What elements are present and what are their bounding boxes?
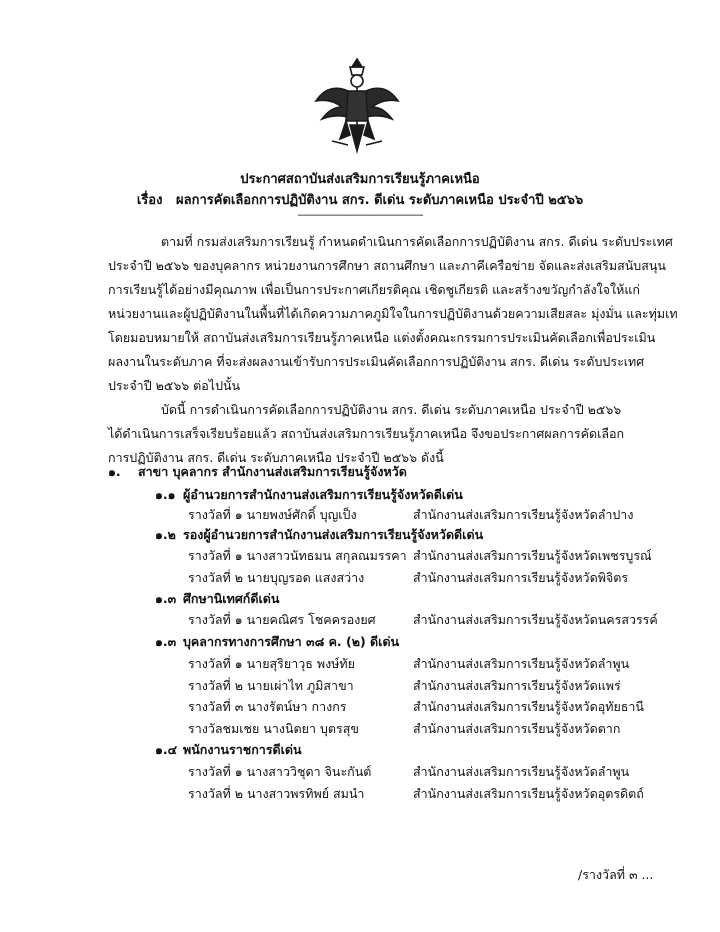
category-heading — [155, 525, 483, 545]
section-1-heading — [108, 462, 407, 482]
paragraph-line: ตามที่ กรมส่งเสริมการเรียนรู้ กำหนดดำเนินการคัดเลือกการปฏิบัติงาน สกร. ดีเด่น ระดับประเทศ — [161, 234, 673, 249]
category-title: ศึกษานิเทศก์ดีเด่น — [183, 591, 280, 606]
category-number: ๑.๓ — [155, 591, 177, 606]
category-number: ๑.๑ — [155, 487, 176, 502]
award-office: สำนักงานส่งเสริมการเรียนรู้จังหวัดแพร่ — [413, 678, 621, 693]
award-office: สำนักงานส่งเสริมการเรียนรู้จังหวัดพิจิตร — [413, 570, 629, 585]
announcement-subject-line — [0, 189, 720, 210]
award-office: สำนักงานส่งเสริมการเรียนรู้จังหวัดตาก — [413, 721, 621, 736]
subject-label: เรื่อง — [136, 193, 163, 208]
category-heading — [155, 589, 279, 609]
section-number: ๑. — [108, 464, 121, 479]
category-heading — [155, 485, 463, 505]
category-title: ผู้อำนวยการสำนักงานส่งเสริมการเรียนรู้จังหวัดดีเด่น — [183, 487, 463, 502]
award-office: สำนักงานส่งเสริมการเรียนรู้จังหวัดนครสวรรค์ — [413, 612, 658, 627]
award-winner: รางวัลที่ ๓ นางรัตน์ษา กางกร — [188, 699, 347, 714]
garuda-emblem-icon — [312, 55, 402, 155]
category-title: บุคลากรทางการศึกษา ๓๘ ค. (๒) ดีเด่น — [183, 634, 400, 649]
category-heading — [155, 740, 302, 760]
announcement-title: ประกาศสถาบันส่งเสริมการเรียนรู้ภาคเหนือ — [240, 172, 480, 187]
award-winner: รางวัลที่ ๑ นางสาววิชุดา จินะกันต์ — [188, 764, 372, 779]
award-office: สำนักงานส่งเสริมการเรียนรู้จังหวัดลำพูน — [413, 656, 630, 671]
award-office: สำนักงานส่งเสริมการเรียนรู้จังหวัดเพชรบูรณ์ — [413, 548, 652, 563]
section-title: สาขา บุคลากร สำนักงานส่งเสริมการเรียนรู้จังหวัด — [138, 464, 407, 479]
award-winner: รางวัลชมเชย นางนิตยา บุตรสุข — [188, 721, 359, 736]
category-number: ๑.๔ — [155, 742, 178, 757]
paragraph-line: หน่วยงานและผู้ปฏิบัติงานในพื้นที่ได้เกิดความภาคภูมิใจในการปฏิบัติงานด้วยความเสียสละ มุ่งมั่น และทุ่มเท — [108, 306, 678, 321]
category-number: ๑.๒ — [155, 527, 176, 542]
award-winner: รางวัลที่ ๒ นายบุญรอด แสงสว่าง — [188, 570, 365, 585]
award-winner: รางวัลที่ ๑ นายคณิศร โชคครองยศ — [188, 612, 376, 627]
paragraph-line: ได้ดำเนินการเสร็จเรียบร้อยแล้ว สถาบันส่งเสริมการเรียนรู้ภาคเหนือ จึงขอประกาศผลการคัดเลือก — [108, 426, 625, 441]
category-title: รองผู้อำนวยการสำนักงานส่งเสริมการเรียนรู้จังหวัดดีเด่น — [183, 527, 484, 542]
award-winner: รางวัลที่ ๑ นายพงษ์ศักดิ์ บุญเป็ง — [188, 507, 357, 522]
category-title: พนักงานราชการดีเด่น — [183, 742, 302, 757]
paragraph-line: ประจำปี ๒๕๖๖ ต่อไปนั้น — [108, 378, 241, 393]
paragraph-line: โดยมอบหมายให้ สถาบันส่งเสริมการเรียนรู้ภาคเหนือ แต่งตั้งคณะกรรมการประเมินคัดเลือกเพื่อประเมิน — [108, 330, 656, 345]
award-winner: รางวัลที่ ๒ นายเผ่าไท ภูมิสาขา — [188, 678, 354, 693]
award-winner: รางวัลที่ ๑ นางสาวนัทธมน สกุลณมรรคา — [188, 548, 407, 563]
paragraph-line: ประจำปี ๒๕๖๖ ของบุคลากร หน่วยงานการศึกษา สถานศึกษา และภาคีเครือข่าย จัดและส่งเสริมสนับสนุน — [108, 258, 666, 273]
paragraph-line: ผลงานในระดับภาค ที่จะส่งผลงานเข้ารับการประเมินคัดเลือกการปฏิบัติงาน สกร. ดีเด่น ระดับประเทศ — [108, 354, 645, 369]
award-office: สำนักงานส่งเสริมการเรียนรู้จังหวัดอุทัยธานี — [413, 699, 644, 714]
award-office: สำนักงานส่งเสริมการเรียนรู้จังหวัดลำพูน — [413, 764, 630, 779]
subject-text: ผลการคัดเลือกการปฏิบัติงาน สกร. ดีเด่น ระดับภาคเหนือ ประจำปี ๒๕๖๖ — [176, 193, 584, 208]
award-office: สำนักงานส่งเสริมการเรียนรู้จังหวัดลำปาง — [413, 507, 634, 522]
award-office: สำนักงานส่งเสริมการเรียนรู้จังหวัดอุตรดิตถ์ — [413, 786, 644, 801]
paragraph-line: การปฏิบัติงาน สกร. ดีเด่น ระดับภาคเหนือ ประจำปี ๒๕๖๖ ดังนี้ — [108, 450, 444, 465]
paragraph-line: บัดนี้ การดำเนินการคัดเลือกการปฏิบัติงาน สกร. ดีเด่น ระดับภาคเหนือ ประจำปี ๒๕๖๖ — [161, 402, 622, 417]
header-divider: ------------------------------------------------ — [297, 210, 423, 221]
continuation-note: /รางวัลที่ ๓ ... — [578, 867, 654, 882]
award-winner: รางวัลที่ ๑ นายสุริยาวุธ พงษ์ทัย — [188, 656, 355, 671]
award-winner: รางวัลที่ ๒ นางสาวพรทิพย์ สมนำ — [188, 786, 365, 801]
category-heading — [155, 632, 399, 652]
paragraph-line: การเรียนรู้ได้อย่างมีคุณภาพ เพื่อเป็นการประกาศเกียรติคุณ เชิดชูเกียรติ และสร้างขวัญกำลังใจให้แก่ — [108, 282, 640, 297]
category-number: ๑.๓ — [155, 634, 177, 649]
